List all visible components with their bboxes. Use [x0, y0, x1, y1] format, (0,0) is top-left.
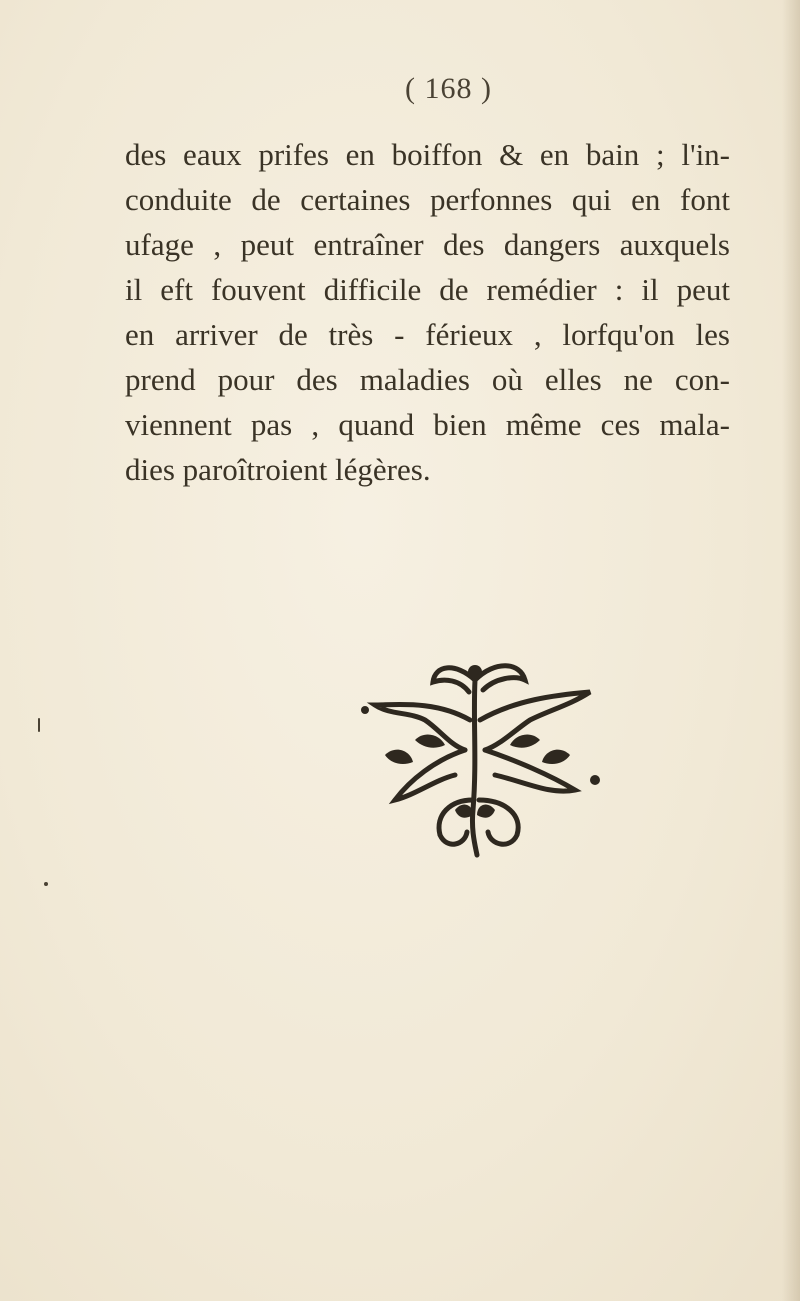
page-number: ( 168 ) — [405, 72, 492, 105]
text-line: conduite de certaines perfonnes qui en font — [125, 182, 730, 217]
margin-speck — [44, 882, 48, 886]
text-line: en arriver de très - férieux , lorfqu'on les — [125, 317, 730, 352]
paragraph — [125, 132, 730, 492]
text-line: ufage , peut entraîner des dangers auxquels — [125, 227, 730, 262]
text-line: prend pour des maladies où elles ne con- — [125, 362, 730, 397]
text-line: viennent pas , quand bien même ces mala- — [125, 407, 730, 442]
margin-speck — [38, 718, 40, 732]
text-line: des eaux prifes en boiffon & en bain ; l'in- — [125, 137, 730, 172]
text-line: dies paroîtroient légères. — [125, 452, 431, 487]
fleuron-vignette-icon — [355, 650, 605, 860]
page-edge-shadow — [782, 0, 800, 1301]
text-line: il eft fouvent difficile de remédier : il peut — [125, 272, 730, 307]
